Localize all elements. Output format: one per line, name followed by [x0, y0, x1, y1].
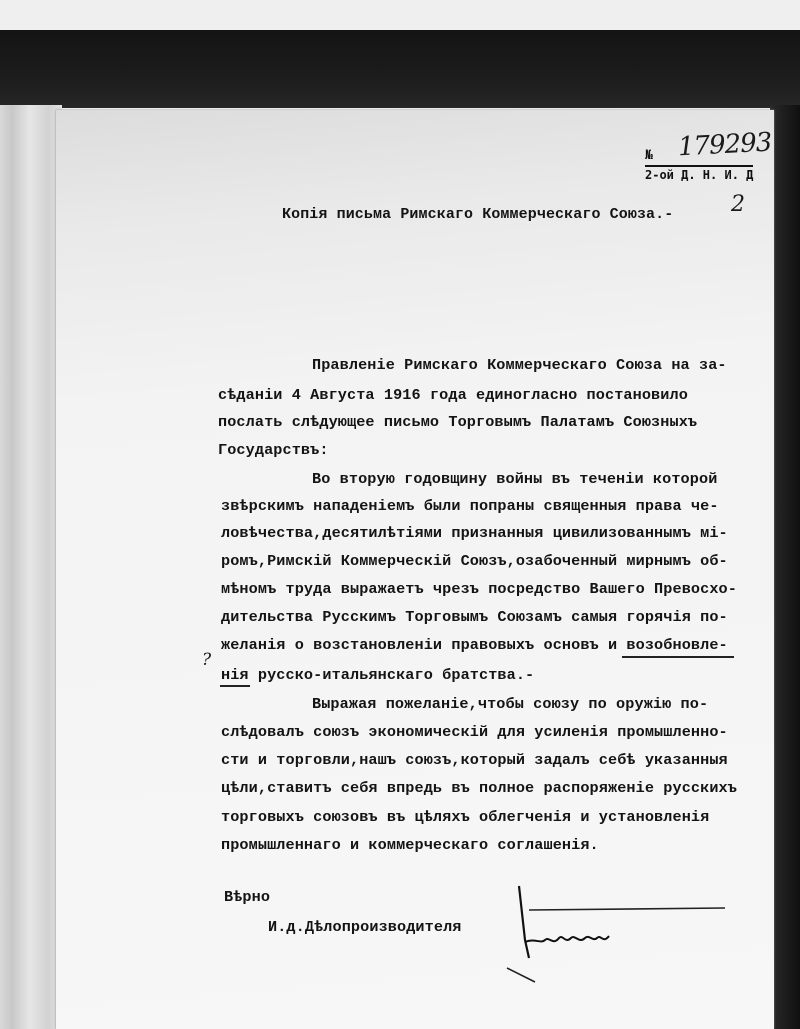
body-line: звѣрскимъ нападеніемъ были попраны священныя права че- — [221, 497, 719, 515]
body-line: ловѣчества,десятилѣтіями признанныя цивилизованнымъ мі- — [221, 524, 728, 542]
body-line: ромъ,Римскій Коммерческій Союзъ,озабоченный мирнымъ об- — [221, 552, 728, 570]
body-line: Во вторую годовщину войны въ теченіи которой — [312, 470, 718, 488]
body-line: послать слѣдующее письмо Торговымъ Палатамъ Союзныхъ — [218, 413, 698, 431]
body-line: Выражая пожеланіе,чтобы союзу по оружію по- — [312, 695, 709, 713]
body-line: мѣномъ труда выражаетъ чрезъ посредство Вашего Превосхо- — [221, 580, 737, 598]
margin-question-mark: ? — [202, 650, 212, 670]
signer-title: И.д.Дѣлопроизводителя — [268, 918, 462, 936]
stamp-department: 2-ой Д. Н. И. Д — [645, 165, 753, 182]
body-line: промышленнаго и коммерческаго соглашенія. — [221, 836, 599, 854]
body-line: цѣли,ставитъ себя впредь въ полное распоряженіе русскихъ — [221, 779, 737, 797]
body-line: сѣданіи 4 Августа 1916 года единогласно постановило — [218, 386, 688, 404]
scan-top-edge — [0, 0, 800, 30]
page-mark: 2 — [731, 192, 745, 217]
certification-word: Вѣрно — [224, 888, 271, 906]
body-line: нія русско-итальянскаго братства.- — [221, 666, 535, 684]
stamp-label: № — [645, 148, 653, 163]
handwritten-underline — [622, 656, 734, 658]
scan-dark-band — [0, 30, 800, 108]
body-line: Правленіе Римскаго Коммерческаго Союза на за- — [312, 356, 727, 374]
body-line: слѣдовалъ союзъ экономическій для усиленія промышленно- — [221, 723, 728, 741]
scan-right-edge — [770, 105, 800, 1029]
body-line: сти и торговли,нашъ союзъ,который задалъ себѣ указанныя — [221, 751, 728, 769]
stamp-number: 179293 — [677, 127, 772, 163]
body-line: желанія о возстановленіи правовыхъ основъ и возобновле- — [221, 636, 728, 654]
body-line: Государствъ: — [218, 441, 329, 459]
handwritten-underline — [220, 685, 250, 687]
handwritten-signature — [505, 880, 745, 990]
body-line: дительства Русскимъ Торговымъ Союзамъ самыя горячія по- — [221, 608, 728, 626]
document-title: Копія письма Римскаго Коммерческаго Союза.- — [282, 206, 674, 223]
body-line: торговыхъ союзовъ въ цѣляхъ облегченія и установленія — [221, 808, 710, 826]
scan-left-edge — [0, 105, 62, 1029]
